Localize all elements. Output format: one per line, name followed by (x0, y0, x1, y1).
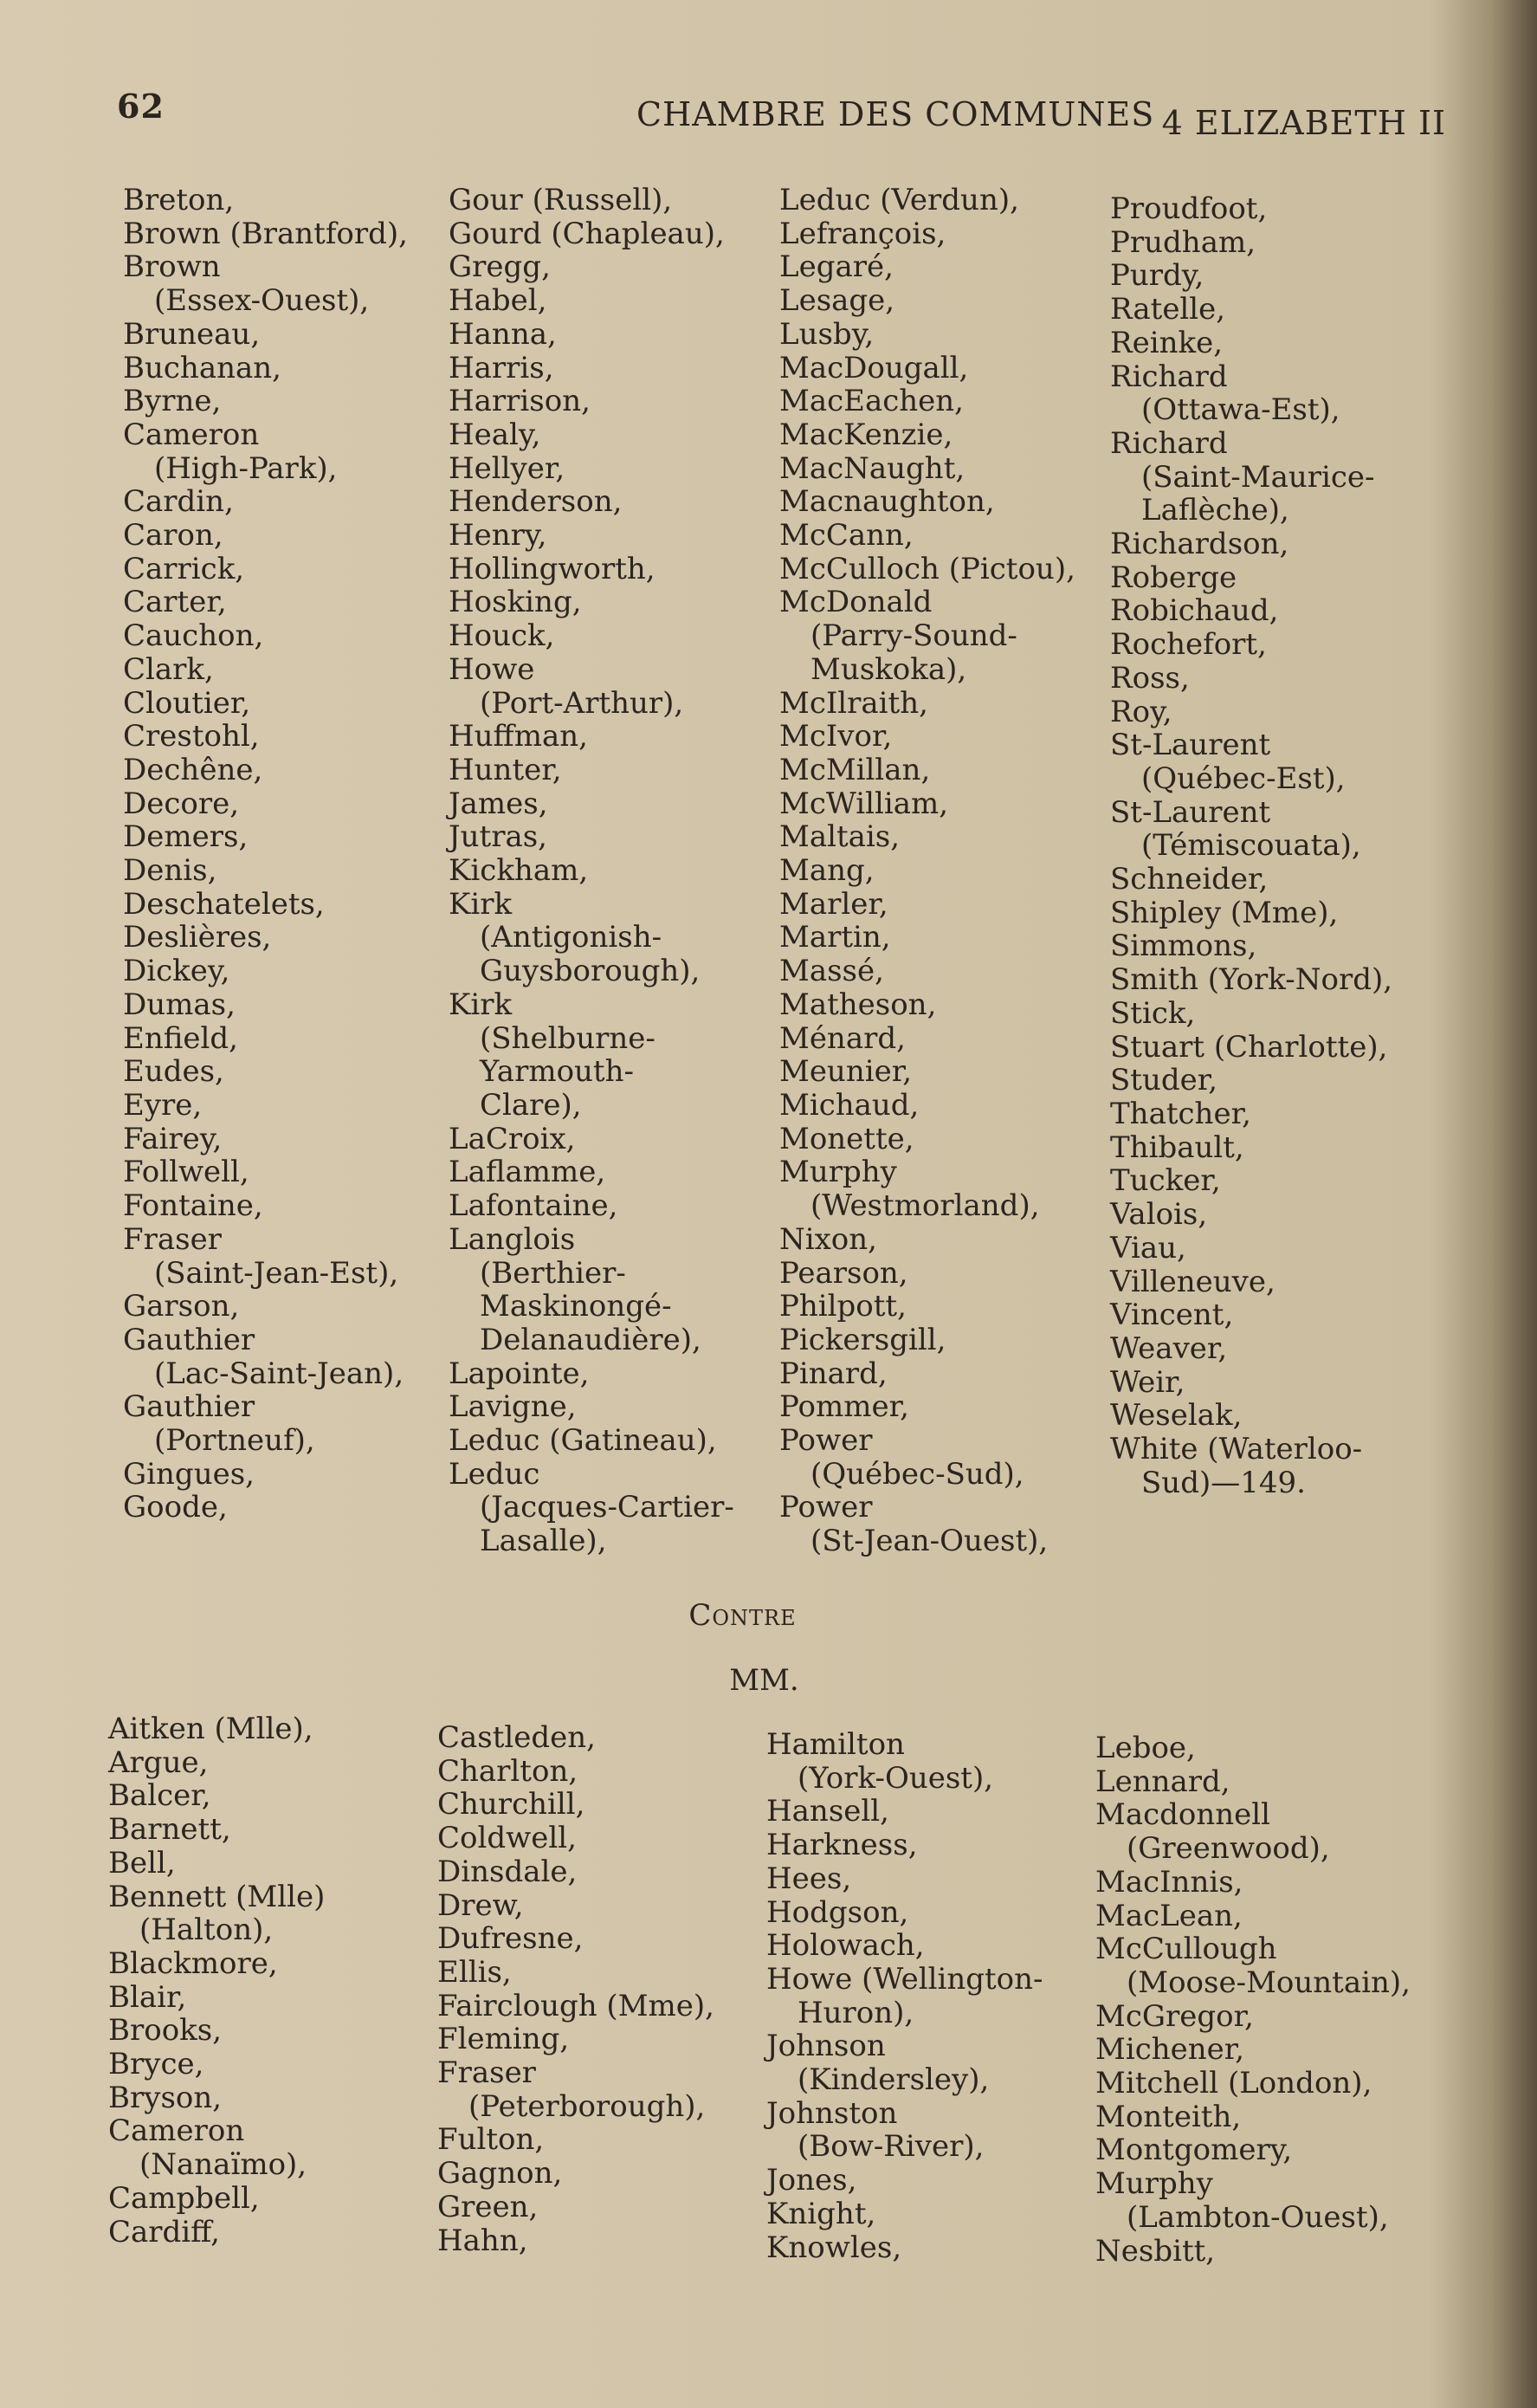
member-name: MacNaught, (779, 450, 965, 486)
member-name: Legaré, (779, 249, 894, 285)
member-name: Follwell, (123, 1155, 249, 1190)
member-name: Enfield, (123, 1020, 238, 1056)
member-name: Power (779, 1423, 873, 1459)
member-name: Bennett (Mlle) (108, 1879, 326, 1914)
member-name: MacEachen, (779, 384, 964, 419)
member-name: Lusby, (779, 316, 875, 352)
member-riding-line: (Québec-Sud), (810, 1456, 1024, 1492)
member-name: Maltais, (779, 819, 901, 855)
member-name: Shipley (Mme), (1110, 895, 1339, 930)
contre-heading: Contre (688, 1598, 797, 1633)
member-name: Jutras, (449, 819, 547, 855)
member-name: Smith (York-Nord), (1110, 962, 1393, 998)
member-riding-line: (Lambton-Ouest), (1127, 2199, 1389, 2235)
member-name: Demers, (123, 819, 249, 855)
member-name: Tucker, (1110, 1163, 1221, 1199)
member-riding-line: (Peterborough), (468, 2088, 706, 2124)
member-riding-line: (Saint-Jean-Est), (154, 1255, 399, 1291)
member-name: Nesbitt, (1095, 2233, 1216, 2269)
member-name: Deschatelets, (123, 886, 325, 922)
member-name: Pickersgill, (779, 1322, 946, 1357)
member-name: Knight, (766, 2196, 876, 2231)
member-name: Michaud, (779, 1087, 920, 1123)
member-name: McGregor, (1095, 1998, 1254, 2034)
member-name: Cardin, (123, 484, 234, 520)
member-name: Vincent, (1110, 1298, 1234, 1333)
member-name: Brown (Brantford), (123, 216, 408, 251)
member-name: Hahn, (437, 2223, 528, 2258)
member-name: Gourd (Chapleau), (449, 216, 725, 251)
member-name: Habel, (449, 283, 547, 319)
member-name: Montgomery, (1095, 2133, 1293, 2168)
member-name: Eudes, (123, 1054, 224, 1090)
member-riding-line: (Jacques-Cartier- (480, 1490, 734, 1525)
member-riding-line: (Bow-River), (798, 2129, 985, 2165)
member-name: Fraser (437, 2055, 536, 2091)
member-riding-line: (Kindersley), (798, 2062, 990, 2098)
member-name: Ratelle, (1110, 292, 1226, 327)
member-name: Nixon, (779, 1221, 877, 1257)
member-name: Michener, (1095, 2032, 1245, 2068)
member-name: McCann, (779, 518, 914, 553)
member-name: McIvor, (779, 719, 893, 754)
member-name: Jones, (766, 2163, 857, 2198)
member-name: Fulton, (437, 2122, 545, 2158)
member-name: Balcer, (108, 1778, 211, 1814)
member-riding-line: (High-Park), (154, 450, 338, 486)
member-name: Coldwell, (437, 1821, 577, 1856)
member-name: Lavigne, (449, 1389, 577, 1425)
member-name: Reinke, (1110, 325, 1224, 360)
member-name: White (Waterloo- (1110, 1432, 1363, 1467)
member-name: Gour (Russell), (449, 183, 673, 217)
member-name: Meunier, (779, 1054, 913, 1090)
member-name: McMillan, (779, 752, 931, 787)
member-name: Matheson, (779, 987, 937, 1022)
member-name: Kickham, (449, 853, 589, 889)
member-name: Green, (437, 2189, 539, 2224)
member-name: Lefrançois, (779, 216, 946, 251)
member-name: Brooks, (108, 2013, 223, 2049)
member-name: Lesage, (779, 283, 895, 319)
member-name: Monette, (779, 1121, 914, 1156)
member-name: Pommer, (779, 1389, 909, 1425)
member-name: Hansell, (766, 1794, 889, 1829)
member-name: Harrison, (449, 384, 591, 419)
member-name: Decore, (123, 786, 240, 821)
member-riding-line: Sud)—149. (1141, 1465, 1306, 1500)
member-name: Thatcher, (1110, 1096, 1251, 1131)
member-name: Cloutier, (123, 685, 251, 721)
member-name: Kirk (449, 987, 513, 1022)
member-name: Purdy, (1110, 258, 1204, 294)
member-name: Roy, (1110, 694, 1172, 729)
pour-column-1 (123, 184, 461, 1524)
member-name: Villeneuve, (1110, 1264, 1275, 1299)
member-name: Mitchell (London), (1095, 2066, 1372, 2101)
pour-column-3 (779, 184, 1117, 1558)
member-name: Bryson, (108, 2080, 223, 2115)
member-name: Marler, (779, 886, 888, 922)
member-name: Buchanan, (123, 350, 281, 385)
member-name: Philpott, (779, 1289, 907, 1324)
member-name: Cauchon, (123, 618, 264, 654)
member-name: McCulloch (Pictou), (779, 551, 1075, 586)
member-name: Lapointe, (449, 1356, 590, 1391)
member-name: Charlton, (437, 1753, 578, 1789)
member-name: Murphy (1095, 2166, 1213, 2202)
member-riding-line: (Ottawa-Est), (1141, 392, 1340, 428)
member-riding-line: Yarmouth- (480, 1054, 634, 1090)
page-title: CHAMBRE DES COMMUNES (636, 95, 1155, 133)
member-name: Argue, (108, 1745, 209, 1780)
pour-column-4 (1110, 192, 1448, 1499)
member-name: Brown (123, 249, 221, 285)
contre-column-1 (108, 1712, 446, 2249)
member-name: Healy, (449, 417, 541, 452)
member-name: Fairey, (123, 1121, 223, 1156)
member-name: Johnson (766, 2029, 886, 2064)
member-name: Gauthier (123, 1322, 255, 1357)
member-name: Valois, (1110, 1197, 1208, 1233)
member-name: Studer, (1110, 1063, 1218, 1098)
member-name: Barnett, (108, 1812, 231, 1848)
member-name: Thibault, (1110, 1130, 1244, 1165)
member-name: Dumas, (123, 987, 236, 1022)
member-name: Drew, (437, 1887, 524, 1923)
member-riding-line: (Halton), (139, 1913, 274, 1948)
member-riding-line: Delanaudière), (480, 1322, 701, 1357)
member-name: St-Laurent (1110, 728, 1271, 763)
member-name: Caron, (123, 518, 223, 553)
member-riding-line: Clare), (480, 1087, 582, 1123)
member-name: Proudfoot, (1110, 191, 1268, 226)
member-name: Holowach, (766, 1928, 925, 1964)
member-name: Viau, (1110, 1230, 1186, 1265)
contre-column-4 (1095, 1732, 1433, 2268)
member-name: Henderson, (449, 484, 623, 520)
member-name: Goode, (123, 1490, 228, 1525)
member-name: Hamilton (766, 1727, 905, 1762)
member-name: MacKenzie, (779, 417, 953, 452)
member-riding-line: (Parry-Sound- (810, 618, 1017, 654)
member-name: Bell, (108, 1845, 176, 1880)
member-name: Johnston (766, 2095, 898, 2131)
member-riding-line: (Nanaïmo), (139, 2147, 307, 2183)
member-name: Hanna, (449, 316, 557, 352)
member-name: MacInnis, (1095, 1864, 1243, 1900)
member-name: Leduc (Verdun), (779, 183, 1019, 217)
member-name: Richard (1110, 425, 1228, 461)
member-name: Murphy (779, 1155, 897, 1190)
member-name: Houck, (449, 618, 555, 654)
member-name: Hollingworth, (449, 551, 655, 586)
member-riding-line: (Berthier- (480, 1255, 626, 1291)
member-riding-line: Maskinongé- (480, 1289, 672, 1324)
member-name: Roberge (1110, 560, 1237, 595)
member-name: Hosking, (449, 585, 582, 620)
member-name: Bryce, (108, 2047, 204, 2082)
member-name: Power (779, 1490, 873, 1525)
member-name: MacDougall, (779, 350, 969, 385)
member-name: Fontaine, (123, 1188, 263, 1224)
member-name: LaCroix, (449, 1121, 576, 1156)
member-name: Castleden, (437, 1720, 596, 1755)
member-riding-line: (Greenwood), (1127, 1831, 1330, 1867)
member-name: Prudham, (1110, 224, 1256, 260)
member-name: Monteith, (1095, 2099, 1242, 2134)
member-name: Stuart (Charlotte), (1110, 1029, 1388, 1065)
member-riding-line: (Antigonish- (480, 920, 662, 955)
member-name: Lafontaine, (449, 1188, 618, 1224)
member-name: MacLean, (1095, 1898, 1243, 1933)
member-riding-line: Lasalle), (480, 1524, 607, 1559)
member-name: Huffman, (449, 719, 588, 754)
member-name: Richard (1110, 359, 1228, 394)
member-name: Deslières, (123, 920, 272, 955)
member-name: Pearson, (779, 1255, 908, 1291)
member-riding-line: Laflèche), (1141, 493, 1289, 528)
member-name: McDonald (779, 585, 933, 620)
member-name: Schneider, (1110, 862, 1269, 897)
member-riding-line: (Shelburne- (480, 1020, 655, 1056)
member-name: Fairclough (Mme), (437, 1988, 714, 2023)
member-name: Macnaughton, (779, 484, 995, 520)
member-name: Henry, (449, 518, 547, 553)
member-name: Knowles, (766, 2230, 902, 2265)
member-name: Harkness, (766, 1828, 918, 1863)
member-riding-line: (Québec-Est), (1141, 761, 1346, 796)
member-riding-line: (Moose-Mountain), (1127, 1965, 1411, 2000)
member-name: Ross, (1110, 660, 1190, 696)
member-riding-line: (Saint-Maurice- (1141, 459, 1375, 495)
member-name: Eyre, (123, 1087, 203, 1123)
member-name: Hunter, (449, 752, 562, 787)
member-name: Rochefort, (1110, 627, 1267, 663)
member-name: Carrick, (123, 551, 245, 586)
member-name: McWilliam, (779, 786, 949, 821)
member-name: Dickey, (123, 954, 230, 989)
member-name: Lennard, (1095, 1764, 1230, 1799)
member-name: Massé, (779, 954, 884, 989)
member-riding-line: (Westmorland), (810, 1188, 1040, 1224)
member-name: Richardson, (1110, 527, 1289, 562)
member-name: Kirk (449, 886, 513, 922)
member-name: Blackmore, (108, 1945, 278, 1981)
member-name: Stick, (1110, 995, 1196, 1031)
member-name: Fleming, (437, 2022, 570, 2057)
member-riding-line: Huron), (798, 1995, 914, 2030)
member-name: Garson, (123, 1289, 240, 1324)
page-number: 62 (117, 87, 165, 126)
member-name: Blair, (108, 1979, 187, 2015)
member-name: Gregg, (449, 249, 551, 285)
member-name: Gingues, (123, 1456, 255, 1492)
member-name: Crestohl, (123, 719, 260, 754)
member-riding-line: (St-Jean-Ouest), (810, 1524, 1049, 1559)
contre-column-3 (766, 1728, 1104, 2264)
member-name: Laflamme, (449, 1155, 606, 1190)
member-riding-line: (Port-Arthur), (480, 685, 684, 721)
member-name: Dinsdale, (437, 1854, 578, 1889)
member-name: Harris, (449, 350, 554, 385)
member-name: Cameron (123, 417, 260, 452)
pour-column-2 (449, 184, 786, 1558)
member-name: McCullough (1095, 1932, 1277, 1967)
member-name: Bruneau, (123, 316, 261, 352)
member-name: Campbell, (108, 2180, 260, 2216)
member-name: St-Laurent (1110, 794, 1271, 830)
member-riding-line: (York-Ouest), (798, 1760, 994, 1796)
member-name: Ellis, (437, 1954, 512, 1990)
member-name: Carter, (123, 585, 227, 620)
member-name: James, (449, 786, 548, 821)
member-name: Byrne, (123, 384, 222, 419)
member-name: Churchill, (437, 1787, 585, 1822)
member-name: Fraser (123, 1221, 222, 1257)
member-name: Langlois (449, 1221, 576, 1257)
contre-column-2 (437, 1721, 775, 2257)
member-name: Martin, (779, 920, 891, 955)
member-name: Cameron (108, 2113, 245, 2149)
member-riding-line: (Portneuf), (154, 1423, 315, 1459)
member-name: Leduc (Gatineau), (449, 1423, 717, 1459)
member-name: Simmons, (1110, 929, 1257, 964)
member-name: Howe (Wellington- (766, 1961, 1043, 1997)
member-name: Leboe, (1095, 1731, 1196, 1765)
member-name: Weaver, (1110, 1330, 1228, 1366)
member-name: Macdonnell (1095, 1797, 1271, 1833)
member-name: Gauthier (123, 1389, 255, 1425)
member-name: Leduc (449, 1456, 540, 1492)
member-name: Hees, (766, 1861, 852, 1896)
member-name: Dechêne, (123, 752, 263, 787)
member-name: Pinard, (779, 1356, 888, 1391)
member-name: Dufresne, (437, 1921, 584, 1957)
member-riding-line: (Témiscouata), (1141, 828, 1361, 864)
member-riding-line: (Essex-Ouest), (154, 283, 370, 319)
member-name: Gagnon, (437, 2156, 563, 2191)
member-riding-line: (Lac-Saint-Jean), (154, 1356, 404, 1391)
member-name: Weselak, (1110, 1398, 1243, 1434)
member-name: Mang, (779, 853, 875, 889)
contre-subheading: MM. (729, 1663, 799, 1698)
member-name: Hodgson, (766, 1894, 909, 1930)
member-name: Clark, (123, 651, 214, 687)
member-name: Ménard, (779, 1020, 906, 1056)
member-name: Breton, (123, 183, 235, 217)
member-name: Denis, (123, 853, 217, 889)
member-riding-line: Guysborough), (480, 954, 701, 989)
page-header (117, 87, 1446, 142)
member-name: Hellyer, (449, 450, 565, 486)
member-riding-line: Muskoka), (810, 651, 967, 687)
member-name: Robichaud, (1110, 593, 1279, 629)
member-name: Howe (449, 651, 535, 687)
member-name: Weir, (1110, 1364, 1185, 1400)
regnal-year: 4 ELIZABETH II (1161, 104, 1446, 142)
member-name: Aitken (Mlle), (108, 1712, 313, 1746)
member-name: McIlraith, (779, 685, 928, 721)
member-name: Cardiff, (108, 2214, 220, 2249)
